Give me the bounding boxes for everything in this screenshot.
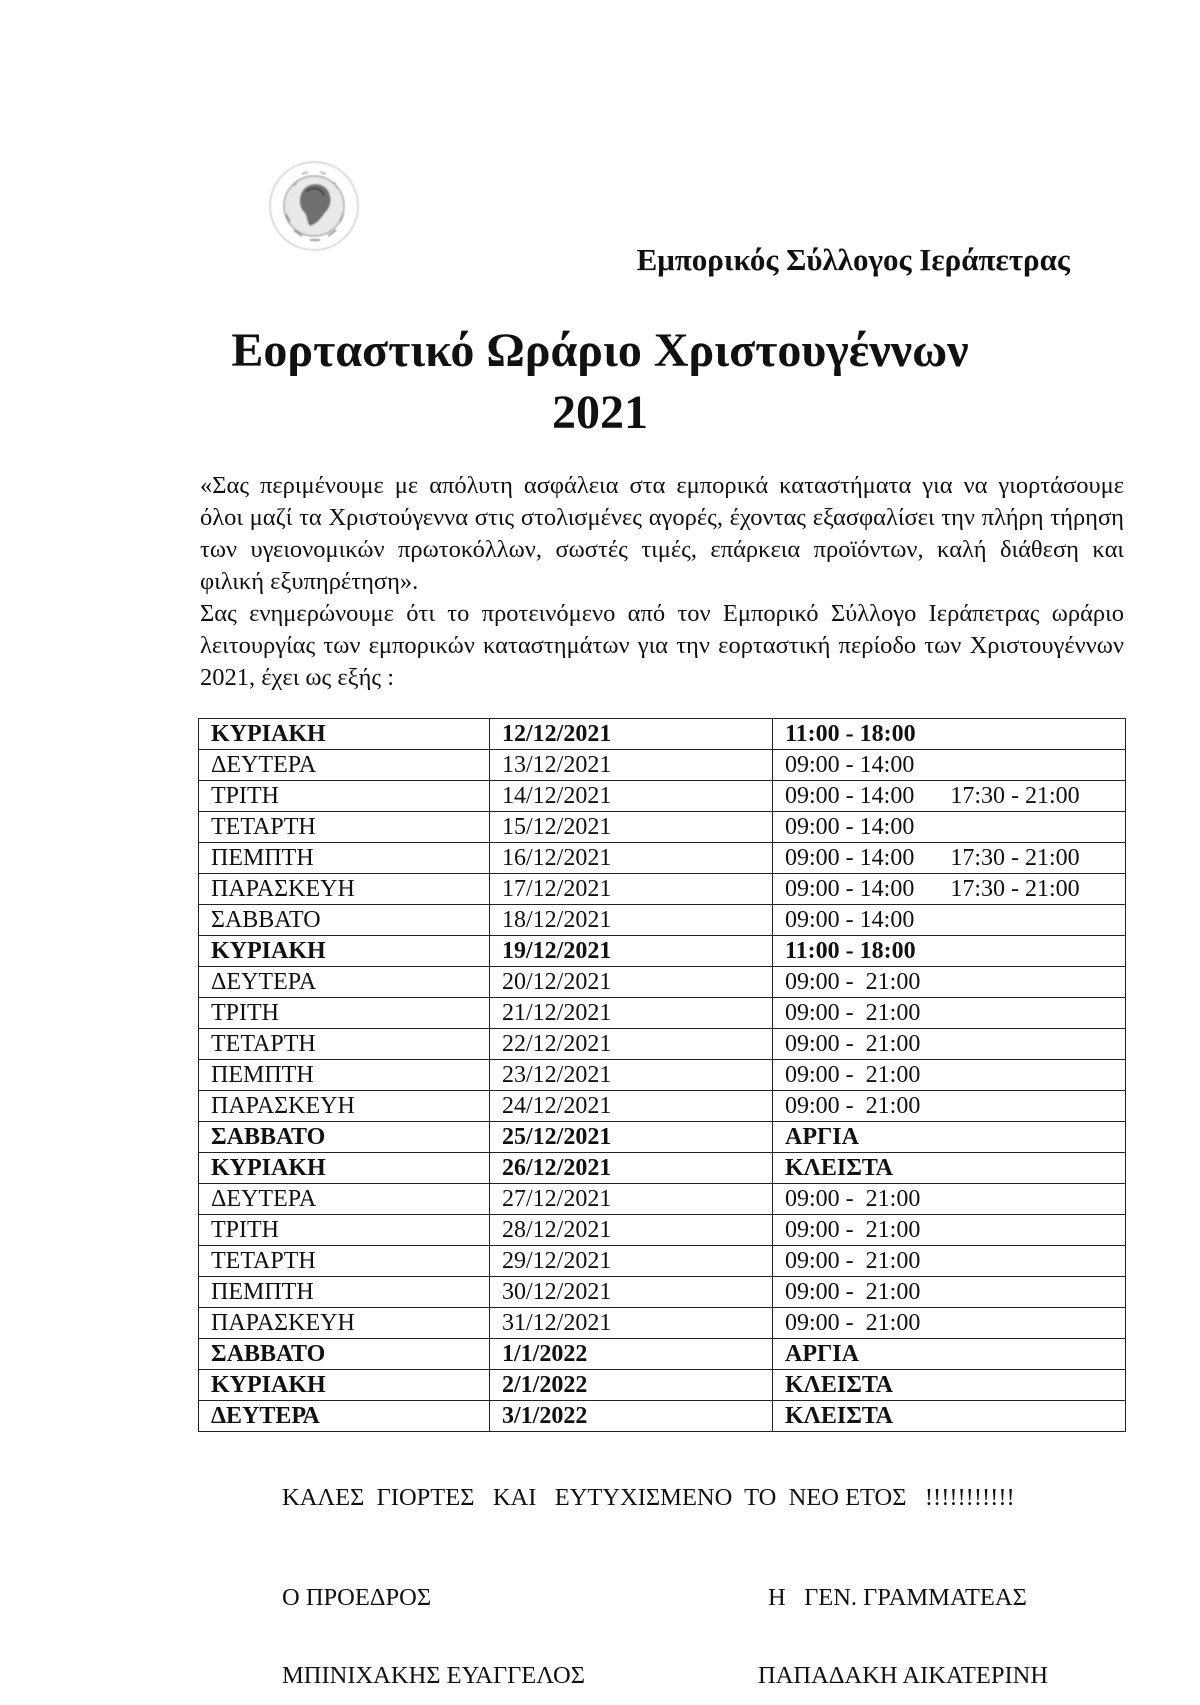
hours-cell: 09:00 - 21:00 (773, 1029, 1126, 1060)
date-cell: 22/12/2021 (490, 1029, 773, 1060)
hours-cell: 09:00 - 14:00 (773, 812, 1126, 843)
day-cell: ΠΑΡΑΣΚΕΥΗ (199, 1308, 490, 1339)
day-cell: ΠΕΜΠΤΗ (199, 1060, 490, 1091)
table-row (199, 1246, 1126, 1277)
hours-cell: 09:00 - 14:00 17:30 - 21:00 (773, 843, 1126, 874)
hours-cell: 11:00 - 18:00 (773, 936, 1126, 967)
president-name: ΜΠΙΝΙΧΑΚΗΣ ΕΥΑΓΓΕΛΟΣ (282, 1662, 585, 1689)
table-row (199, 1184, 1126, 1215)
hours-cell: 09:00 - 14:00 17:30 - 21:00 (773, 874, 1126, 905)
table-row (199, 1153, 1126, 1184)
date-cell: 26/12/2021 (490, 1153, 773, 1184)
day-cell: ΔΕΥΤΕΡΑ (199, 967, 490, 998)
table-row (199, 1308, 1126, 1339)
hours-cell: 09:00 - 21:00 (773, 1308, 1126, 1339)
secretary-title: Η ΓΕΝ. ΓΡΑΜΜΑΤΕΑΣ (768, 1584, 1027, 1611)
intro-text (200, 470, 1124, 694)
day-cell: ΤΡΙΤΗ (199, 998, 490, 1029)
hours-cell: 09:00 - 21:00 (773, 1060, 1126, 1091)
table-row (199, 812, 1126, 843)
page-title-year: 2021 (552, 386, 648, 439)
date-cell: 23/12/2021 (490, 1060, 773, 1091)
table-row (199, 843, 1126, 874)
intro-paragraph-quote: «Σας περιμένουμε με απόλυτη ασφάλεια στα εμπορικά καταστήματα για να γιορτάσουμε όλοι μαζί τα Χριστούγεννα στις στολισμένες αγορές, έχοντας εξασφαλίσει την πλήρη τήρηση των υγειονομικών πρωτοκόλλων, σωστές τιμές, επάρκεια προϊόντων, καλή διάθεση και φιλική εξυπηρέτηση». (200, 472, 1124, 595)
day-cell: ΚΥΡΙΑΚΗ (199, 1370, 490, 1401)
date-cell: 17/12/2021 (490, 874, 773, 905)
date-cell: 18/12/2021 (490, 905, 773, 936)
hours-cell: 09:00 - 21:00 (773, 1246, 1126, 1277)
hours-cell: ΚΛΕΙΣΤΑ (773, 1153, 1126, 1184)
date-cell: 13/12/2021 (490, 750, 773, 781)
table-row (199, 1091, 1126, 1122)
day-cell: ΣΑΒΒΑΤΟ (199, 1122, 490, 1153)
table-row (199, 1122, 1126, 1153)
hours-cell: 09:00 - 21:00 (773, 967, 1126, 998)
holiday-greeting: ΚΑΛΕΣ ΓΙΟΡΤΕΣ ΚΑΙ ΕΥΤΥΧΙΣΜΕΝΟ ΤΟ ΝΕΟ ΕΤΟΣ !!!!!!!!!!! (282, 1484, 1015, 1511)
date-cell: 25/12/2021 (490, 1122, 773, 1153)
date-cell: 15/12/2021 (490, 812, 773, 843)
table-row (199, 1215, 1126, 1246)
day-cell: ΚΥΡΙΑΚΗ (199, 1153, 490, 1184)
day-cell: ΣΑΒΒΑΤΟ (199, 905, 490, 936)
association-seal-logo (258, 152, 366, 264)
day-cell: ΚΥΡΙΑΚΗ (199, 936, 490, 967)
hours-cell: ΚΛΕΙΣΤΑ (773, 1370, 1126, 1401)
table-row (199, 905, 1126, 936)
day-cell: ΤΕΤΑΡΤΗ (199, 1029, 490, 1060)
hours-cell: 11:00 - 18:00 (773, 719, 1126, 750)
table-row (199, 1277, 1126, 1308)
date-cell: 12/12/2021 (490, 719, 773, 750)
secretary-name: ΠΑΠΑΔΑΚΗ ΑΙΚΑΤΕΡΙΝΗ (758, 1662, 1049, 1689)
table-row (199, 936, 1126, 967)
day-cell: ΔΕΥΤΕΡΑ (199, 1401, 490, 1432)
date-cell: 3/1/2022 (490, 1401, 773, 1432)
day-cell: ΠΕΜΠΤΗ (199, 1277, 490, 1308)
date-cell: 1/1/2022 (490, 1339, 773, 1370)
table-row (199, 781, 1126, 812)
hours-cell: 09:00 - 21:00 (773, 1184, 1126, 1215)
hours-cell: ΚΛΕΙΣΤΑ (773, 1401, 1126, 1432)
table-row (199, 1370, 1126, 1401)
date-cell: 28/12/2021 (490, 1215, 773, 1246)
table-row (199, 874, 1126, 905)
date-cell: 14/12/2021 (490, 781, 773, 812)
schedule-table (198, 718, 1126, 1432)
hours-cell: 09:00 - 21:00 (773, 1091, 1126, 1122)
table-row (199, 967, 1126, 998)
day-cell: ΤΡΙΤΗ (199, 1215, 490, 1246)
hours-cell: 09:00 - 14:00 (773, 905, 1126, 936)
hours-cell: 09:00 - 21:00 (773, 1277, 1126, 1308)
president-title: Ο ΠΡΟΕΔΡΟΣ (282, 1584, 432, 1611)
intro-paragraph-announcement: Σας ενημερώνουμε ότι το προτεινόμενο από τον Εμπορικό Σύλλογο Ιεράπετρας ωράριο λειτουργίας των εμπορικών καταστημάτων για την εορταστική περίοδο των Χριστουγέννων 2021, έχει ως εξής : (200, 600, 1124, 691)
date-cell: 19/12/2021 (490, 936, 773, 967)
date-cell: 30/12/2021 (490, 1277, 773, 1308)
date-cell: 20/12/2021 (490, 967, 773, 998)
date-cell: 2/1/2022 (490, 1370, 773, 1401)
hours-cell: 09:00 - 21:00 (773, 1215, 1126, 1246)
day-cell: ΤΡΙΤΗ (199, 781, 490, 812)
day-cell: ΚΥΡΙΑΚΗ (199, 719, 490, 750)
table-row (199, 750, 1126, 781)
date-cell: 29/12/2021 (490, 1246, 773, 1277)
day-cell: ΠΑΡΑΣΚΕΥΗ (199, 1091, 490, 1122)
day-cell: ΠΕΜΠΤΗ (199, 843, 490, 874)
page-title: Εορταστικό Ωράριο Χριστουγέννων (231, 324, 969, 377)
date-cell: 24/12/2021 (490, 1091, 773, 1122)
hours-cell: ΑΡΓΙΑ (773, 1339, 1126, 1370)
table-row (199, 1029, 1126, 1060)
table-row (199, 1339, 1126, 1370)
table-row (199, 1060, 1126, 1091)
organization-name: Εμπορικός Σύλλογος Ιεράπετρας (636, 242, 1070, 277)
date-cell: 31/12/2021 (490, 1308, 773, 1339)
day-cell: ΤΕΤΑΡΤΗ (199, 1246, 490, 1277)
date-cell: 16/12/2021 (490, 843, 773, 874)
day-cell: ΤΕΤΑΡΤΗ (199, 812, 490, 843)
day-cell: ΔΕΥΤΕΡΑ (199, 750, 490, 781)
hours-cell: ΑΡΓΙΑ (773, 1122, 1126, 1153)
hours-cell: 09:00 - 14:00 (773, 750, 1126, 781)
day-cell: ΣΑΒΒΑΤΟ (199, 1339, 490, 1370)
date-cell: 21/12/2021 (490, 998, 773, 1029)
day-cell: ΠΑΡΑΣΚΕΥΗ (199, 874, 490, 905)
date-cell: 27/12/2021 (490, 1184, 773, 1215)
schedule-table-body (199, 719, 1126, 1432)
hours-cell: 09:00 - 14:00 17:30 - 21:00 (773, 781, 1126, 812)
table-row (199, 998, 1126, 1029)
table-row (199, 719, 1126, 750)
hours-cell: 09:00 - 21:00 (773, 998, 1126, 1029)
day-cell: ΔΕΥΤΕΡΑ (199, 1184, 490, 1215)
table-row (199, 1401, 1126, 1432)
